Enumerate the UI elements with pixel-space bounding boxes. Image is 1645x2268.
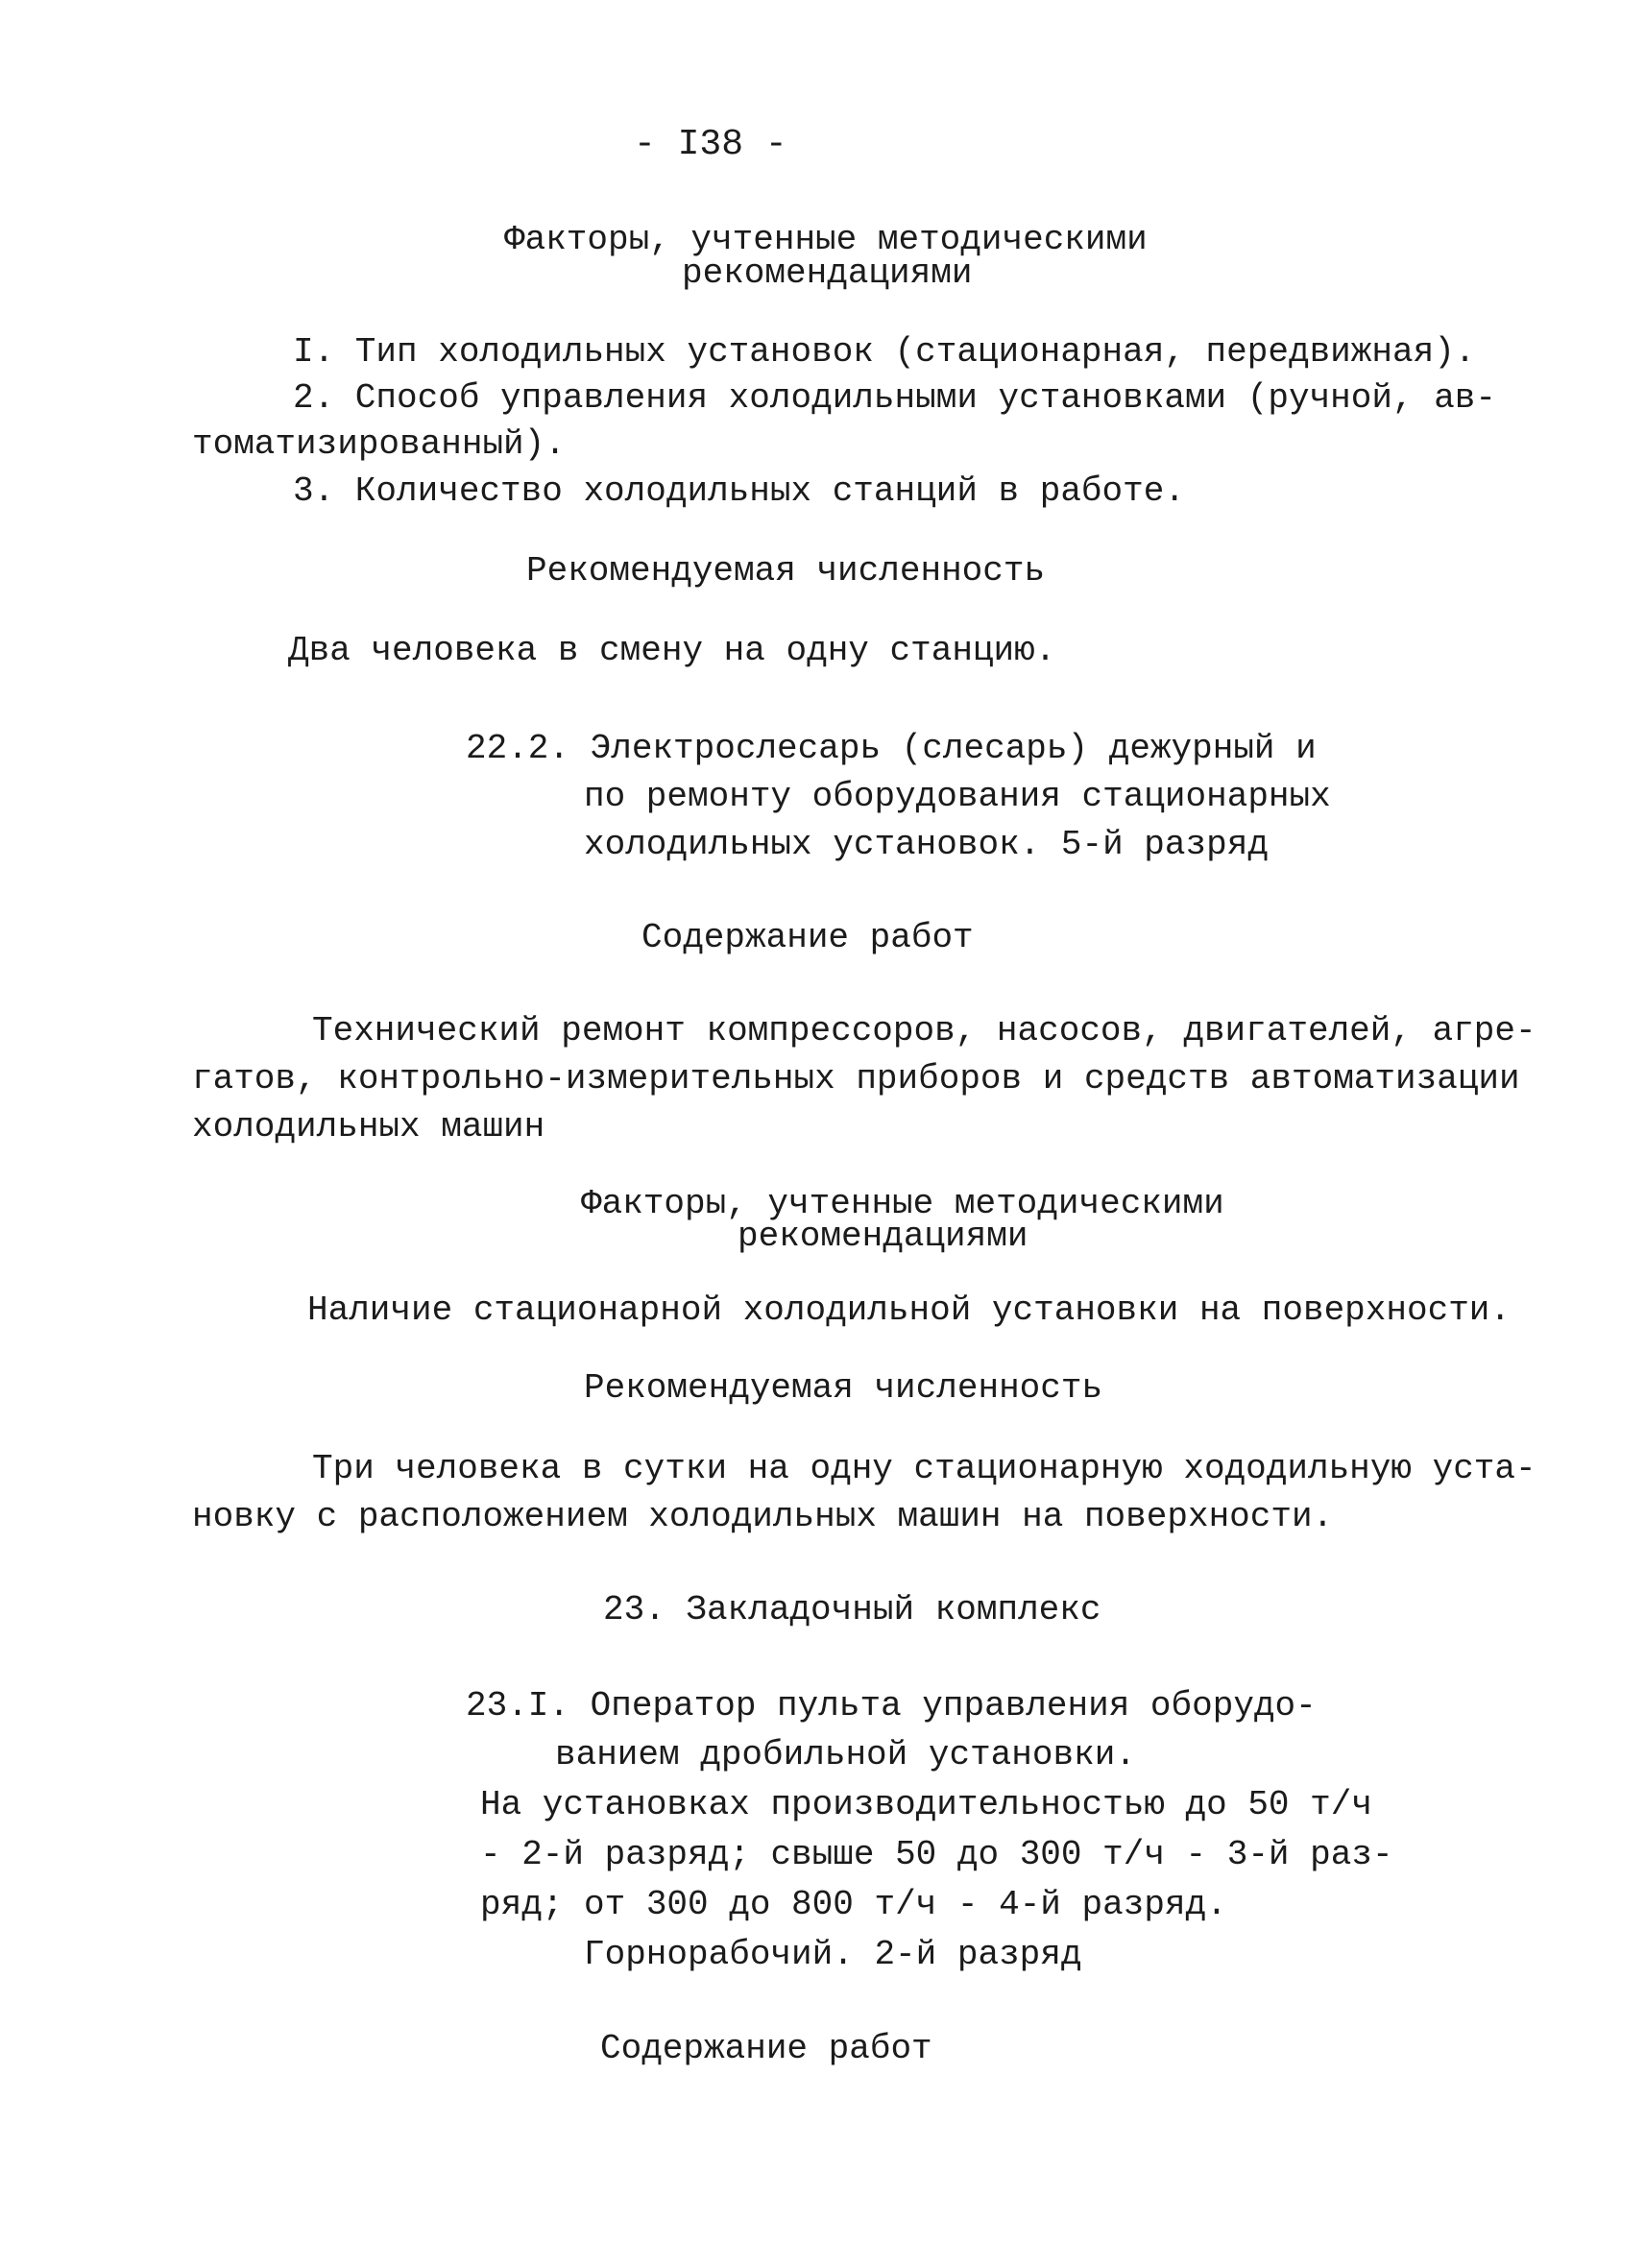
factors-heading-1-line1: Факторы, учтенные методическими: [504, 220, 1148, 259]
section-23-1-title-line3: На установках производительностью до 50 т/ч: [480, 1785, 1372, 1824]
content-text-line3: холодильных машин: [192, 1107, 545, 1146]
staff-heading-2: Рекомендуемая численность: [584, 1368, 1103, 1408]
content-text-line1: Технический ремонт компрессоров, насосов, двигателей, агре-: [312, 1011, 1536, 1050]
section-23-1-title-line2: ванием дробильной установки.: [555, 1735, 1136, 1774]
section-22-2-title-line3: холодильных установок. 5-й разряд: [584, 825, 1269, 864]
factor-item-1: I. Тип холодильных установок (стационарная, передвижная).: [293, 332, 1476, 372]
staff-text-2-line2: новку с расположением холодильных машин на поверхности.: [192, 1497, 1334, 1536]
section-22-2-title-line2: по ремонту оборудования стационарных: [584, 777, 1331, 816]
staff-text-1: Два человека в смену на одну станцию.: [288, 631, 1056, 670]
content-text-line2: гатов, контрольно-измерительных приборов и средств автоматизации: [192, 1059, 1520, 1098]
section-23-1-title-line6: Горнорабочий. 2-й разряд: [584, 1935, 1082, 1974]
section-23-heading: 23. Закладочный комплекс: [603, 1590, 1101, 1629]
staff-heading-1: Рекомендуемая численность: [526, 551, 1046, 591]
staff-text-2-line1: Три человека в сутки на одну стационарную хододильную уста-: [312, 1449, 1536, 1488]
section-22-2-title-line1: 22.2. Электрослесарь (слесарь) дежурный и: [466, 729, 1317, 768]
section-23-1-title-line4: - 2-й разряд; свыше 50 до 300 т/ч - 3-й раз-: [480, 1835, 1393, 1874]
factors-heading-2-line2: рекомендациями: [738, 1217, 1028, 1256]
factor-item-2-cont: томатизированный).: [192, 424, 566, 464]
factors-text-2: Наличие стационарной холодильной установки на поверхности.: [307, 1291, 1512, 1330]
page-number: - I38 -: [634, 124, 787, 165]
factors-heading-1-line2: рекомендациями: [682, 253, 973, 293]
content-heading-1: Содержание работ: [641, 918, 974, 957]
content-heading-2: Содержание работ: [600, 2029, 932, 2068]
section-23-1-title-line5: ряд; от 300 до 800 т/ч - 4-й разряд.: [480, 1885, 1227, 1924]
factor-item-2: 2. Способ управления холодильными установками (ручной, ав-: [293, 378, 1497, 418]
section-23-1-title-line1: 23.I. Оператор пульта управления оборудо-: [466, 1686, 1317, 1725]
factor-item-3: 3. Количество холодильных станций в работе.: [293, 471, 1185, 511]
factors-heading-2-line1: Факторы, учтенные методическими: [581, 1184, 1224, 1223]
